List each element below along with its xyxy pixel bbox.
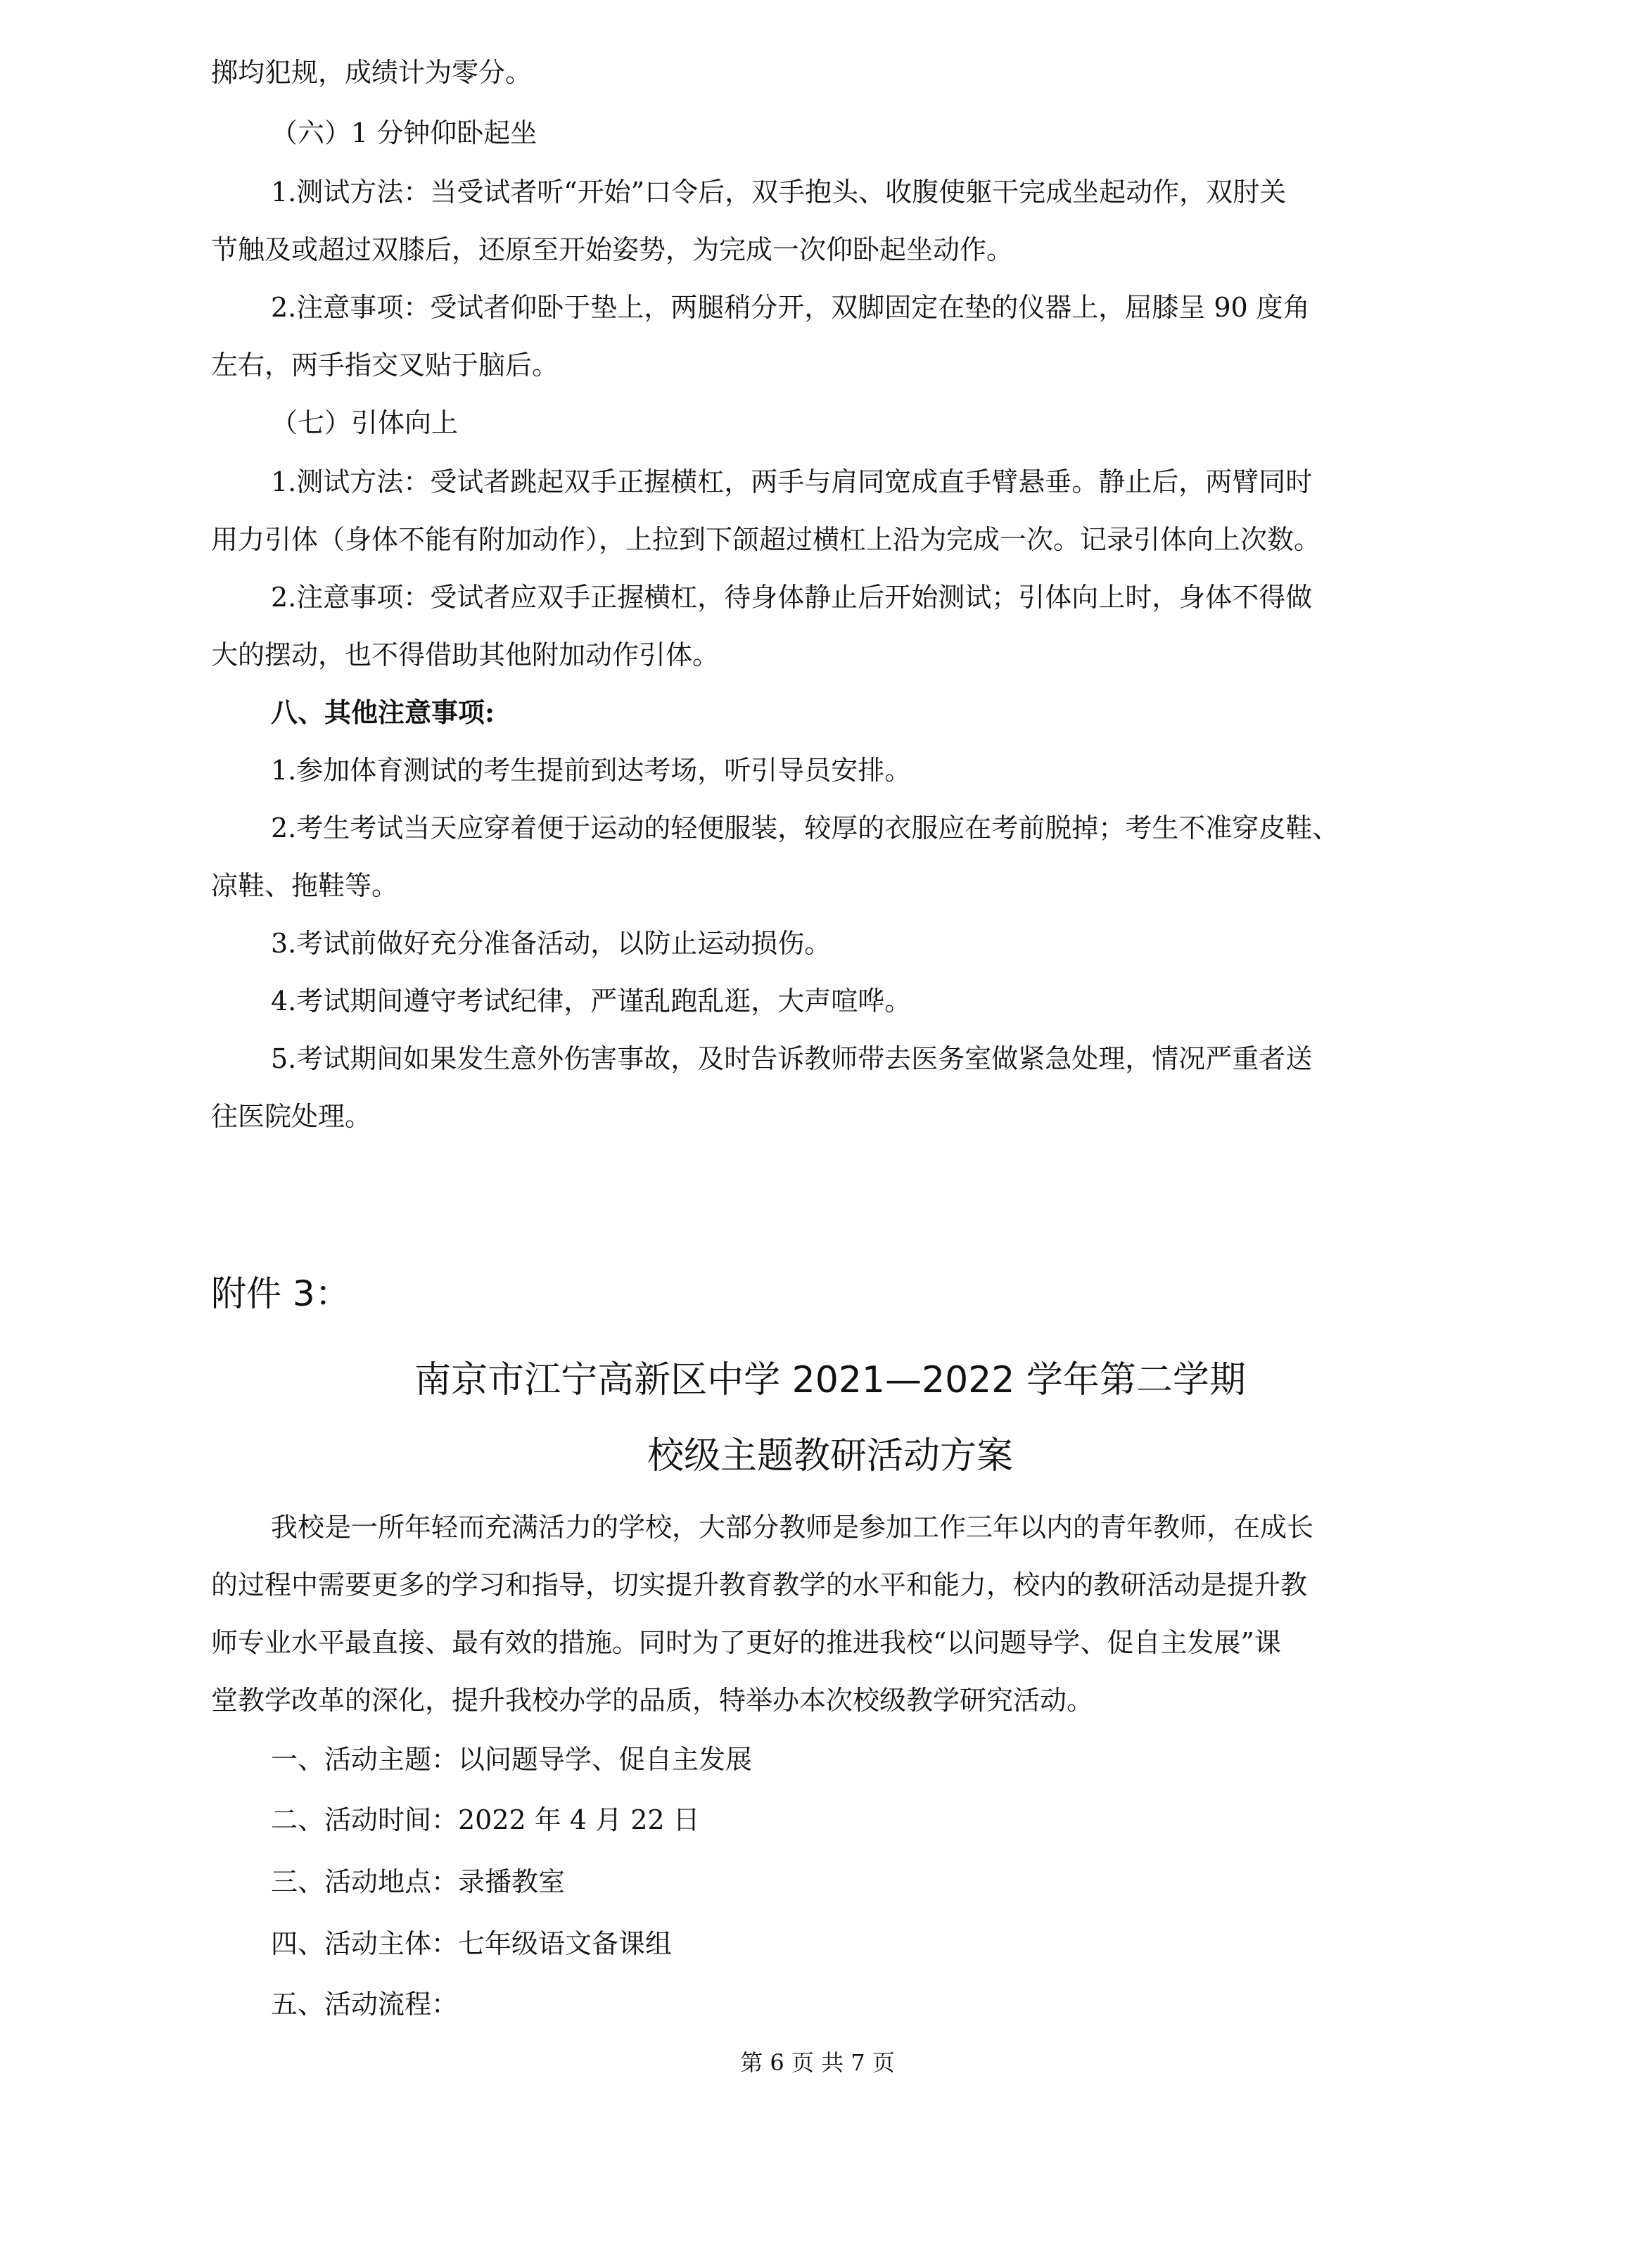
list-item: 3.考试前做好充分准备活动，以防止运动损伤。	[271, 928, 832, 959]
plan-item-process: 五、活动流程：	[271, 1989, 459, 2020]
paragraph-line: 堂教学改革的深化，提升我校办学的品质，特举办本次校级教学研究活动。	[211, 1685, 1094, 1716]
plan-item-theme: 一、活动主题：以问题导学、促自主发展	[271, 1744, 753, 1775]
paragraph-line: 师专业水平最直接、最有效的措施。同时为了更好的推进我校“以问题导学、促自主发展”课	[211, 1627, 1281, 1658]
plan-item-participants: 四、活动主体：七年级语文备课组	[271, 1928, 673, 1959]
section-heading-other-notes: 八、其他注意事项:	[271, 696, 495, 728]
paragraph-line: 2.注意事项：受试者应双手正握横杠，待身体静止后开始测试；引体向上时，身体不得做	[271, 582, 1313, 613]
attachment-label: 附件 3：	[211, 1273, 350, 1314]
document-subtitle: 校级主题教研活动方案	[647, 1435, 1013, 1477]
list-item-continuation: 往医院处理。	[211, 1101, 372, 1132]
paragraph-line: 左右，两手指交叉贴于脑后。	[211, 350, 559, 381]
plan-item-location: 三、活动地点：录播教室	[271, 1866, 566, 1897]
plan-item-time: 二、活动时间：2022 年 4 月 22 日	[271, 1804, 700, 1835]
list-item-continuation: 凉鞋、拖鞋等。	[211, 870, 399, 901]
subheading-pullups: （七）引体向上	[271, 407, 459, 438]
paragraph-line: 大的摆动，也不得借助其他附加动作引体。	[211, 639, 720, 670]
paragraph-line: 2.注意事项：受试者仰卧于垫上，两腿稍分开，双脚固定在垫的仪器上，屈膝呈 90 度角	[271, 292, 1310, 323]
list-item: 5.考试期间如果发生意外伤害事故，及时告诉教师带去医务室做紧急处理，情况严重者送	[271, 1043, 1313, 1074]
list-item: 1.参加体育测试的考生提前到达考场，听引导员安排。	[271, 755, 912, 786]
page-number: 第 6 页 共 7 页	[740, 2049, 895, 2076]
paragraph-line: 用力引体（身体不能有附加动作），上拉到下颌超过横杠上沿为完成一次。记录引体向上次数。	[211, 524, 1321, 555]
paragraph-line: 节触及或超过双膝后，还原至开始姿势，为完成一次仰卧起坐动作。	[211, 234, 1014, 265]
paragraph-line: 的过程中需要更多的学习和指导，切实提升教育教学的水平和能力，校内的教研活动是提升教	[211, 1569, 1308, 1600]
document-title: 南京市江宁高新区中学 2021—2022 学年第二学期	[414, 1359, 1246, 1401]
paragraph-line: 我校是一所年轻而充满活力的学校，大部分教师是参加工作三年以内的青年教师，在成长	[271, 1512, 1314, 1543]
list-item: 2.考生考试当天应穿着便于运动的轻便服装，较厚的衣服应在考前脱掉；考生不准穿皮鞋、	[271, 813, 1340, 843]
list-item: 4.考试期间遵守考试纪律，严谨乱跑乱逛，大声喧哗。	[271, 986, 912, 1017]
paragraph-line: 1.测试方法：当受试者听“开始”口令后，双手抱头、收腹使躯干完成坐起动作，双肘关	[271, 177, 1287, 208]
subheading-situps: （六）1 分钟仰卧起坐	[271, 117, 537, 148]
paragraph-line: 1.测试方法：受试者跳起双手正握横杠，两手与肩同宽成直手臂悬垂。静止后，两臂同时	[271, 466, 1313, 497]
paragraph-line: 掷均犯规，成绩计为零分。	[211, 57, 533, 88]
